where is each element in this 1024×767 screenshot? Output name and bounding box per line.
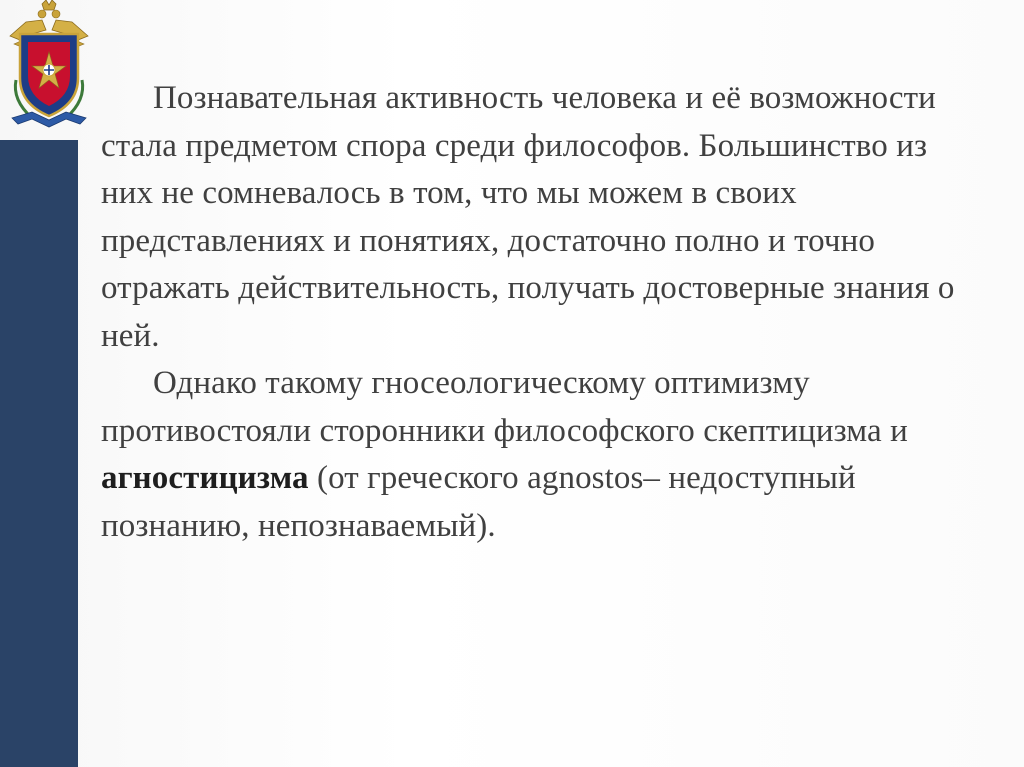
paragraph-cognitive-activity: Познавательная активность человека и её возможности стала предметом спора среди философов. Большинство из них не сомневалось в том, что мы можем в своих представлениях и понятиях, достаточно полно и точно отражать действительность, получать достоверные знания о ней. bbox=[101, 80, 955, 354]
paragraph2-text-before: Однако такому гносеологическому оптимизму противостояли сторонники философского скептицизма и bbox=[101, 365, 908, 449]
bold-term-agnosticism: агностицизма bbox=[101, 460, 309, 496]
paragraph2-text-after: (от греческого agnostos– недоступный познанию, непознаваемый). bbox=[101, 460, 856, 544]
slide-body-text bbox=[101, 75, 981, 550]
sidebar-stripe bbox=[0, 140, 78, 767]
paragraph-agnosticism bbox=[101, 360, 981, 550]
eagle-shield-emblem-icon bbox=[2, 0, 96, 130]
